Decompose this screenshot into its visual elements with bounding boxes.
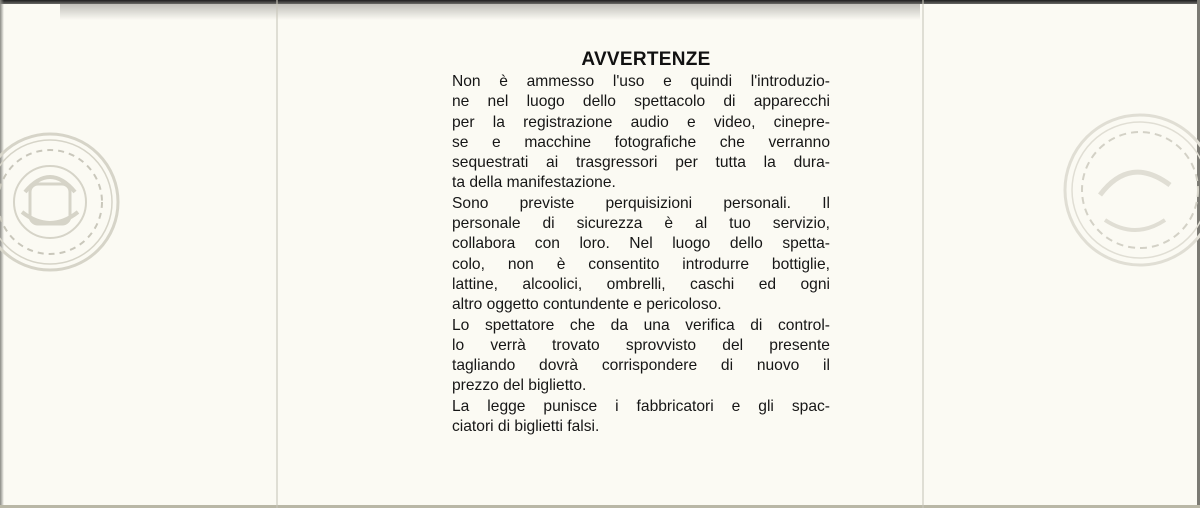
warning-line: colo, non è consentito introdurre bottiglie, xyxy=(452,255,830,273)
warning-line: lo verrà trovato sprovvisto del presente xyxy=(452,336,830,354)
warning-line: ciatori di biglietti falsi. xyxy=(452,418,600,436)
warning-line: tagliando dovrà corrispondere di nuovo il xyxy=(452,357,830,375)
warning-line: ne nel luogo dello spettacolo di apparecchi xyxy=(452,93,830,111)
warning-line: per la registrazione audio e video, cinepre- xyxy=(452,113,830,131)
warnings-title: AVVERTENZE xyxy=(581,49,711,70)
warning-line: La legge punisce i fabbricatori e gli spac- xyxy=(452,397,830,415)
warning-line: Lo spettatore che da una verifica di control- xyxy=(452,316,830,334)
warning-line: ta della manifestazione. xyxy=(452,174,616,192)
warnings-block xyxy=(452,48,830,437)
warning-line: sequestrati ai trasgressori per tutta la dura- xyxy=(452,154,830,172)
warning-line: altro oggetto contundente e pericoloso. xyxy=(452,296,722,314)
warning-line: prezzo del biglietto. xyxy=(452,377,587,395)
warnings-text xyxy=(452,72,830,437)
warning-line: personale di sicurezza è al tuo servizio, xyxy=(452,215,830,233)
warning-line: se e macchine fotografiche che verranno xyxy=(452,133,830,151)
embossed-seal-right xyxy=(1030,90,1200,290)
fold-line-right xyxy=(922,0,924,508)
warning-paragraph xyxy=(452,72,830,194)
warning-paragraph xyxy=(452,316,830,397)
warning-line: Non è ammesso l'uso e quindi l'introduzio- xyxy=(452,73,830,90)
warning-line: lattine, alcoolici, ombrelli, caschi ed ogni xyxy=(452,275,830,293)
warning-paragraph xyxy=(452,194,830,316)
warning-line: Sono previste perquisizioni personali. Il xyxy=(452,194,830,212)
scan-shadow xyxy=(60,4,920,20)
fold-line-left xyxy=(276,0,278,508)
embossed-seal-left xyxy=(0,72,130,332)
warning-line: collabora con loro. Nel luogo dello spetta- xyxy=(452,235,830,253)
warning-paragraph xyxy=(452,397,830,438)
